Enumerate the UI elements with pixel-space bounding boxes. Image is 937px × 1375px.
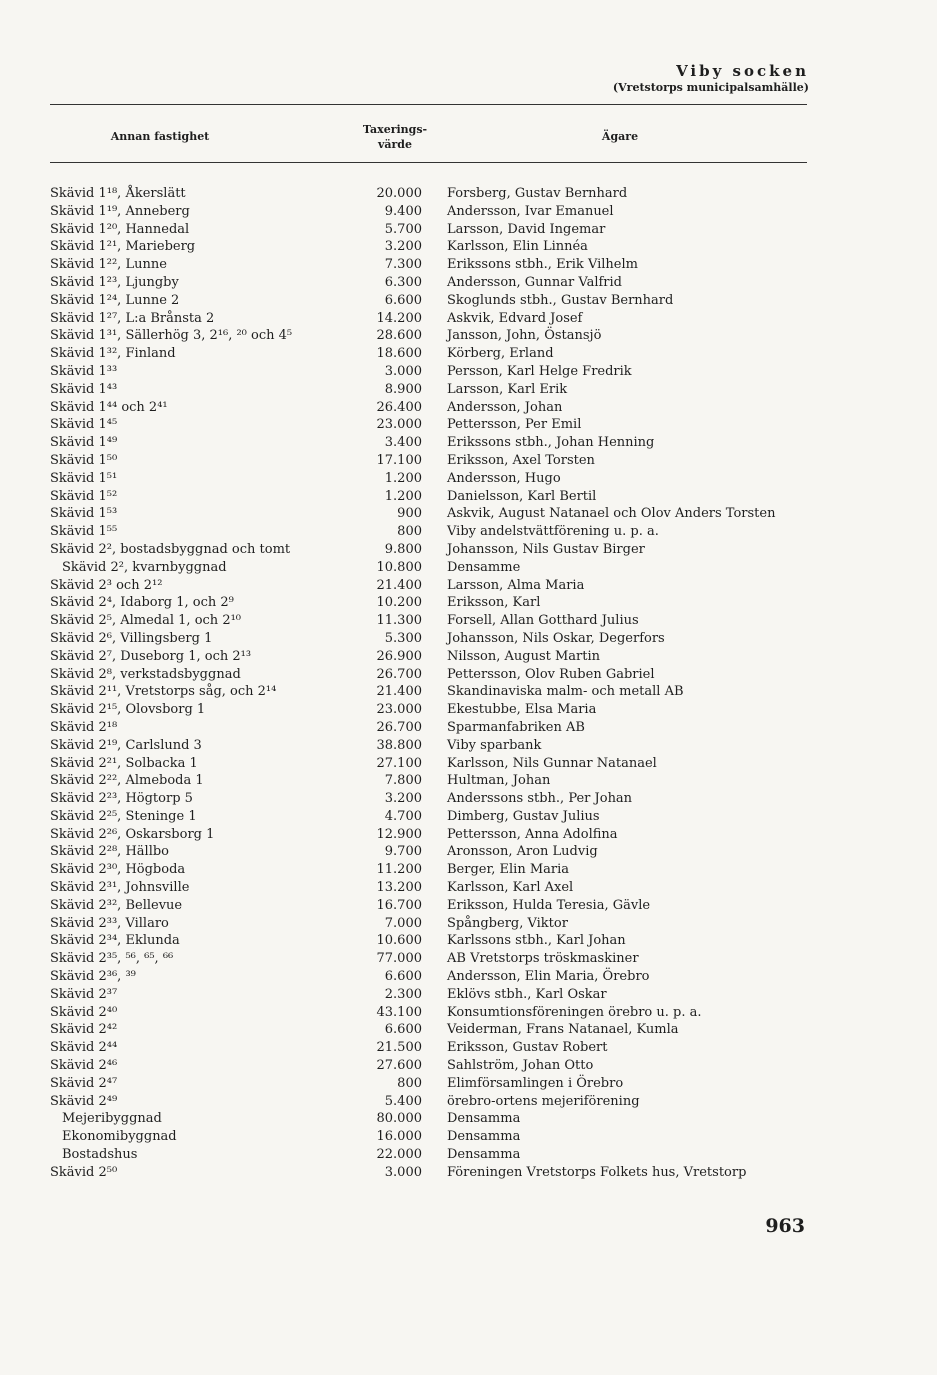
owner-cell: Johansson, Nils Oskar, Degerfors: [447, 630, 665, 646]
table-row: [0, 594, 937, 612]
property-cell: Skävid 2²³, Högtorp 5: [50, 791, 193, 807]
owner-cell: Spångberg, Viktor: [447, 915, 568, 931]
table-row: [0, 1110, 937, 1128]
property-cell: Skävid 2⁴⁶: [50, 1058, 118, 1074]
table-row: [0, 755, 937, 773]
table-row: [0, 1021, 937, 1039]
property-cell: Skävid 2¹¹, Vretstorps såg, och 2¹⁴: [50, 684, 277, 700]
table-row: [0, 737, 937, 755]
value-cell: 43.100: [376, 1004, 422, 1020]
table-row: [0, 399, 937, 417]
value-cell: 77.000: [376, 951, 422, 967]
property-cell: Skävid 2²¹, Solbacka 1: [50, 755, 198, 771]
property-cell: Skävid 2²⁸, Hällbo: [50, 844, 169, 860]
property-cell: Skävid 2³⁷: [50, 986, 118, 1002]
property-cell: Skävid 1²³, Ljungby: [50, 274, 179, 290]
value-cell: 20.000: [376, 186, 422, 201]
value-cell: 7.000: [384, 915, 422, 931]
property-table: [0, 185, 937, 1182]
value-cell: 27.600: [376, 1058, 422, 1074]
property-cell: Skävid 1³², Finland: [50, 346, 176, 362]
table-row: [0, 238, 937, 256]
table-row: [0, 292, 937, 310]
property-cell: Skävid 2³³, Villaro: [50, 915, 169, 931]
table-row: [0, 648, 937, 666]
value-cell: 11.200: [376, 862, 422, 878]
property-cell: Skävid 2³⁴, Eklunda: [50, 933, 180, 949]
value-cell: 23.000: [376, 702, 422, 718]
value-cell: 800: [397, 1075, 422, 1091]
table-row: [0, 1164, 937, 1182]
value-cell: 13.200: [376, 880, 422, 896]
value-cell: 16.700: [376, 897, 422, 913]
header-rule-top: [50, 104, 807, 105]
table-row: [0, 185, 937, 203]
table-row: [0, 1057, 937, 1075]
property-cell: Skävid 2⁴⁹: [50, 1093, 118, 1109]
value-cell: 1.200: [384, 488, 422, 504]
table-row: [0, 790, 937, 808]
table-row: [0, 221, 937, 239]
owner-cell: Pettersson, Olov Ruben Gabriel: [447, 666, 655, 682]
table-row: [0, 577, 937, 595]
property-cell: Skävid 1¹⁸, Åkerslätt: [50, 186, 186, 201]
owner-cell: örebro-ortens mejeriförening: [447, 1093, 640, 1109]
table-row: [0, 861, 937, 879]
table-row: [0, 345, 937, 363]
property-cell: Skävid 1²², Lunne: [50, 257, 167, 273]
table-row: [0, 523, 937, 541]
value-cell: 5.700: [384, 221, 422, 237]
table-row: [0, 327, 937, 345]
property-cell: Skävid 1⁵¹: [50, 470, 118, 486]
value-cell: 6.600: [384, 292, 422, 308]
owner-cell: Konsumtionsföreningen örebro u. p. a.: [447, 1004, 702, 1020]
value-cell: 28.600: [376, 328, 422, 344]
value-cell: 7.300: [384, 257, 422, 273]
value-cell: 80.000: [376, 1111, 422, 1127]
property-cell: Skävid 2⁴⁴: [50, 1040, 118, 1056]
value-cell: 8.900: [384, 381, 422, 397]
owner-cell: Pettersson, Per Emil: [447, 417, 582, 433]
owner-cell: Anderssons stbh., Per Johan: [447, 791, 633, 807]
owner-cell: Karlssons stbh., Karl Johan: [447, 933, 626, 949]
table-row: [0, 1146, 937, 1164]
value-cell: 3.000: [384, 363, 422, 379]
table-row: [0, 843, 937, 861]
owner-cell: Andersson, Hugo: [447, 470, 561, 486]
owner-cell: Körberg, Erland: [447, 346, 554, 362]
table-row: [0, 932, 937, 950]
owner-cell: AB Vretstorps tröskmaskiner: [447, 951, 639, 967]
owner-cell: Eriksson, Karl: [447, 595, 541, 611]
table-row: [0, 701, 937, 719]
owner-cell: Erikssons stbh., Erik Vilhelm: [447, 257, 638, 273]
value-cell: 23.000: [376, 417, 422, 433]
value-cell: 3.000: [384, 1164, 422, 1180]
owner-cell: Persson, Karl Helge Fredrik: [447, 363, 632, 379]
table-row: [0, 1004, 937, 1022]
table-row: [0, 381, 937, 399]
column-header-property: Annan fastighet: [110, 130, 210, 143]
value-cell: 22.000: [376, 1147, 422, 1163]
value-cell: 3.200: [384, 791, 422, 807]
property-cell: Skävid 1³¹, Sällerhög 3, 2¹⁶, ²⁰ och 4⁵: [50, 328, 293, 344]
owner-cell: Eriksson, Hulda Teresia, Gävle: [447, 897, 651, 913]
property-cell: Skävid 1²⁷, L:a Brånsta 2: [50, 310, 215, 326]
owner-cell: Andersson, Johan: [447, 399, 563, 415]
value-cell: 21.400: [376, 684, 422, 700]
property-cell: Skävid 1⁵³: [50, 506, 118, 522]
property-cell: Skävid 2⁴⁷: [50, 1075, 118, 1091]
property-cell: Ekonomibyggnad: [62, 1129, 177, 1145]
value-cell: 6.300: [384, 274, 422, 290]
owner-cell: Hultman, Johan: [447, 773, 551, 789]
owner-cell: Föreningen Vretstorps Folkets hus, Vretstorp: [447, 1164, 747, 1180]
table-row: [0, 1128, 937, 1146]
property-cell: Skävid 2³⁵, ⁵⁶, ⁶⁵, ⁶⁶: [50, 951, 174, 967]
owner-cell: Pettersson, Anna Adolfina: [447, 826, 618, 842]
owner-cell: Sahlström, Johan Otto: [447, 1058, 594, 1074]
property-cell: Skävid 2², bostadsbyggnad och tomt: [50, 541, 291, 557]
table-row: [0, 630, 937, 648]
table-row: [0, 310, 937, 328]
value-cell: 21.500: [376, 1040, 422, 1056]
property-cell: Skävid 2⁵, Almedal 1, och 2¹⁰: [50, 613, 242, 629]
property-cell: Skävid 2²⁶, Oskarsborg 1: [50, 826, 215, 842]
value-cell: 27.100: [376, 755, 422, 771]
table-row: [0, 826, 937, 844]
property-cell: Skävid 2⁴, Idaborg 1, och 2⁹: [50, 595, 234, 611]
value-cell: 7.800: [384, 773, 422, 789]
property-cell: Skävid 1⁵⁰: [50, 452, 118, 468]
owner-cell: Eriksson, Axel Torsten: [447, 452, 595, 468]
value-cell: 4.700: [384, 808, 422, 824]
owner-cell: Densamma: [447, 1129, 521, 1145]
table-row: [0, 968, 937, 986]
owner-cell: Aronsson, Aron Ludvig: [447, 844, 598, 860]
table-row: [0, 683, 937, 701]
owner-cell: Jansson, John, Östansjö: [447, 328, 602, 344]
property-cell: Skävid 1¹⁹, Anneberg: [50, 203, 190, 219]
value-cell: 21.400: [376, 577, 422, 593]
property-cell: Skävid 2⁴²: [50, 1022, 118, 1038]
owner-cell: Skoglunds stbh., Gustav Bernhard: [447, 292, 674, 308]
property-cell: Skävid 2⁵⁰: [50, 1164, 118, 1180]
property-cell: Skävid 1³³: [50, 363, 118, 379]
value-cell: 26.700: [376, 666, 422, 682]
property-cell: Bostadshus: [62, 1147, 138, 1163]
value-cell: 26.400: [376, 399, 422, 415]
property-cell: Skävid 1⁵⁵: [50, 524, 118, 540]
property-cell: Skävid 2⁶, Villingsberg 1: [50, 630, 213, 646]
value-cell: 6.600: [384, 1022, 422, 1038]
owner-cell: Askvik, August Natanael och Olov Anders Torsten: [447, 506, 776, 522]
column-header-owner: Ägare: [601, 130, 639, 143]
value-cell: 9.700: [384, 844, 422, 860]
owner-cell: Densamma: [447, 1111, 521, 1127]
owner-cell: Eklövs stbh., Karl Oskar: [447, 986, 607, 1002]
property-cell: Skävid 2², kvarnbyggnad: [62, 559, 227, 575]
table-row: [0, 1075, 937, 1093]
owner-cell: Nilsson, August Martin: [447, 648, 601, 664]
property-cell: Mejeribyggnad: [62, 1111, 162, 1127]
property-cell: Skävid 2²⁵, Steninge 1: [50, 808, 197, 824]
value-cell: 5.300: [384, 630, 422, 646]
section-subtitle: (Vretstorps municipalsamhälle): [612, 81, 809, 94]
owner-cell: Karlsson, Karl Axel: [447, 880, 574, 896]
value-cell: 5.400: [384, 1093, 422, 1109]
value-cell: 2.300: [384, 986, 422, 1002]
table-row: [0, 1093, 937, 1111]
table-row: [0, 915, 937, 933]
property-cell: Skävid 2⁸, verkstadsbyggnad: [50, 666, 241, 682]
value-cell: 10.200: [376, 595, 422, 611]
table-row: [0, 879, 937, 897]
owner-cell: Karlsson, Elin Linnéa: [447, 239, 588, 255]
property-cell: Skävid 2⁷, Duseborg 1, och 2¹³: [50, 648, 252, 664]
property-cell: Skävid 2¹⁸: [50, 719, 118, 735]
property-cell: Skävid 2³ och 2¹²: [50, 577, 163, 593]
property-cell: Skävid 1²¹, Marieberg: [50, 239, 196, 255]
page-number: 963: [765, 1215, 805, 1237]
owner-cell: Veiderman, Frans Natanael, Kumla: [447, 1022, 679, 1038]
table-row: [0, 1039, 937, 1057]
property-cell: Skävid 2³⁶, ³⁹: [50, 969, 136, 985]
property-cell: Skävid 1²⁰, Hannedal: [50, 221, 190, 237]
table-row: [0, 666, 937, 684]
property-cell: Skävid 1⁴⁴ och 2⁴¹: [50, 399, 168, 415]
value-cell: 18.600: [376, 346, 422, 362]
owner-cell: Ekestubbe, Elsa Maria: [447, 702, 597, 718]
owner-cell: Forsberg, Gustav Bernhard: [447, 186, 628, 201]
property-cell: Skävid 2²², Almeboda 1: [50, 773, 204, 789]
owner-cell: Forsell, Allan Gotthard Julius: [447, 613, 639, 629]
owner-cell: Dimberg, Gustav Julius: [447, 808, 600, 824]
value-cell: 3.200: [384, 239, 422, 255]
property-cell: Skävid 2³², Bellevue: [50, 897, 183, 913]
owner-cell: Larsson, David Ingemar: [447, 221, 606, 237]
value-cell: 6.600: [384, 969, 422, 985]
property-cell: Skävid 2¹⁵, Olovsborg 1: [50, 702, 206, 718]
value-cell: 14.200: [376, 310, 422, 326]
table-row: [0, 470, 937, 488]
value-cell: 10.800: [376, 559, 422, 575]
owner-cell: Viby andelstvättförening u. p. a.: [447, 524, 659, 540]
table-row: [0, 559, 937, 577]
table-row: [0, 808, 937, 826]
table-row: [0, 772, 937, 790]
owner-cell: Erikssons stbh., Johan Henning: [447, 435, 655, 451]
table-row: [0, 434, 937, 452]
owner-cell: Viby sparbank: [447, 737, 542, 753]
owner-cell: Elimförsamlingen i Örebro: [447, 1075, 624, 1091]
owner-cell: Andersson, Elin Maria, Örebro: [447, 969, 650, 985]
owner-cell: Larsson, Karl Erik: [447, 381, 568, 397]
value-cell: 16.000: [376, 1129, 422, 1145]
table-row: [0, 488, 937, 506]
owner-cell: Andersson, Gunnar Valfrid: [447, 274, 623, 290]
table-row: [0, 612, 937, 630]
property-cell: Skävid 1⁵²: [50, 488, 118, 504]
value-cell: 10.600: [376, 933, 422, 949]
owner-cell: Eriksson, Gustav Robert: [447, 1040, 608, 1056]
value-cell: 1.200: [384, 470, 422, 486]
property-cell: Skävid 1⁴⁹: [50, 435, 118, 451]
owner-cell: Danielsson, Karl Bertil: [447, 488, 597, 504]
property-cell: Skävid 1²⁴, Lunne 2: [50, 292, 180, 308]
owner-cell: Berger, Elin Maria: [447, 862, 570, 878]
table-row: [0, 541, 937, 559]
table-row: [0, 416, 937, 434]
value-cell: 38.800: [376, 737, 422, 753]
value-cell: 900: [397, 506, 422, 522]
owner-cell: Skandinaviska malm- och metall AB: [447, 684, 684, 700]
value-cell: 26.900: [376, 648, 422, 664]
property-cell: Skävid 2⁴⁰: [50, 1004, 118, 1020]
property-cell: Skävid 1⁴³: [50, 381, 118, 397]
owner-cell: Sparmanfabriken AB: [447, 719, 585, 735]
owner-cell: Larsson, Alma Maria: [447, 577, 585, 593]
value-cell: 26.700: [376, 719, 422, 735]
property-cell: Skävid 2¹⁹, Carlslund 3: [50, 737, 202, 753]
value-cell: 9.800: [384, 541, 422, 557]
owner-cell: Densamma: [447, 1147, 521, 1163]
table-row: [0, 274, 937, 292]
table-row: [0, 950, 937, 968]
table-row: [0, 719, 937, 737]
value-cell: 12.900: [376, 826, 422, 842]
table-row: [0, 897, 937, 915]
column-header-value: Taxerings- värde: [362, 123, 428, 151]
property-cell: Skävid 1⁴⁵: [50, 417, 118, 433]
table-row: [0, 986, 937, 1004]
value-cell: 11.300: [376, 613, 422, 629]
owner-cell: Densamme: [447, 559, 521, 575]
section-title: Viby socken: [676, 62, 809, 80]
value-cell: 17.100: [376, 452, 422, 468]
value-cell: 3.400: [384, 435, 422, 451]
table-row: [0, 452, 937, 470]
owner-cell: Karlsson, Nils Gunnar Natanael: [447, 755, 657, 771]
value-cell: 9.400: [384, 203, 422, 219]
table-row: [0, 505, 937, 523]
table-row: [0, 203, 937, 221]
value-cell: 800: [397, 524, 422, 540]
owner-cell: Johansson, Nils Gustav Birger: [447, 541, 645, 557]
property-cell: Skävid 2³⁰, Högboda: [50, 862, 186, 878]
header-rule-bottom: [50, 162, 807, 163]
table-row: [0, 256, 937, 274]
owner-cell: Askvik, Edvard Josef: [447, 310, 583, 326]
table-row: [0, 363, 937, 381]
property-cell: Skävid 2³¹, Johnsville: [50, 880, 190, 896]
owner-cell: Andersson, Ivar Emanuel: [447, 203, 614, 219]
